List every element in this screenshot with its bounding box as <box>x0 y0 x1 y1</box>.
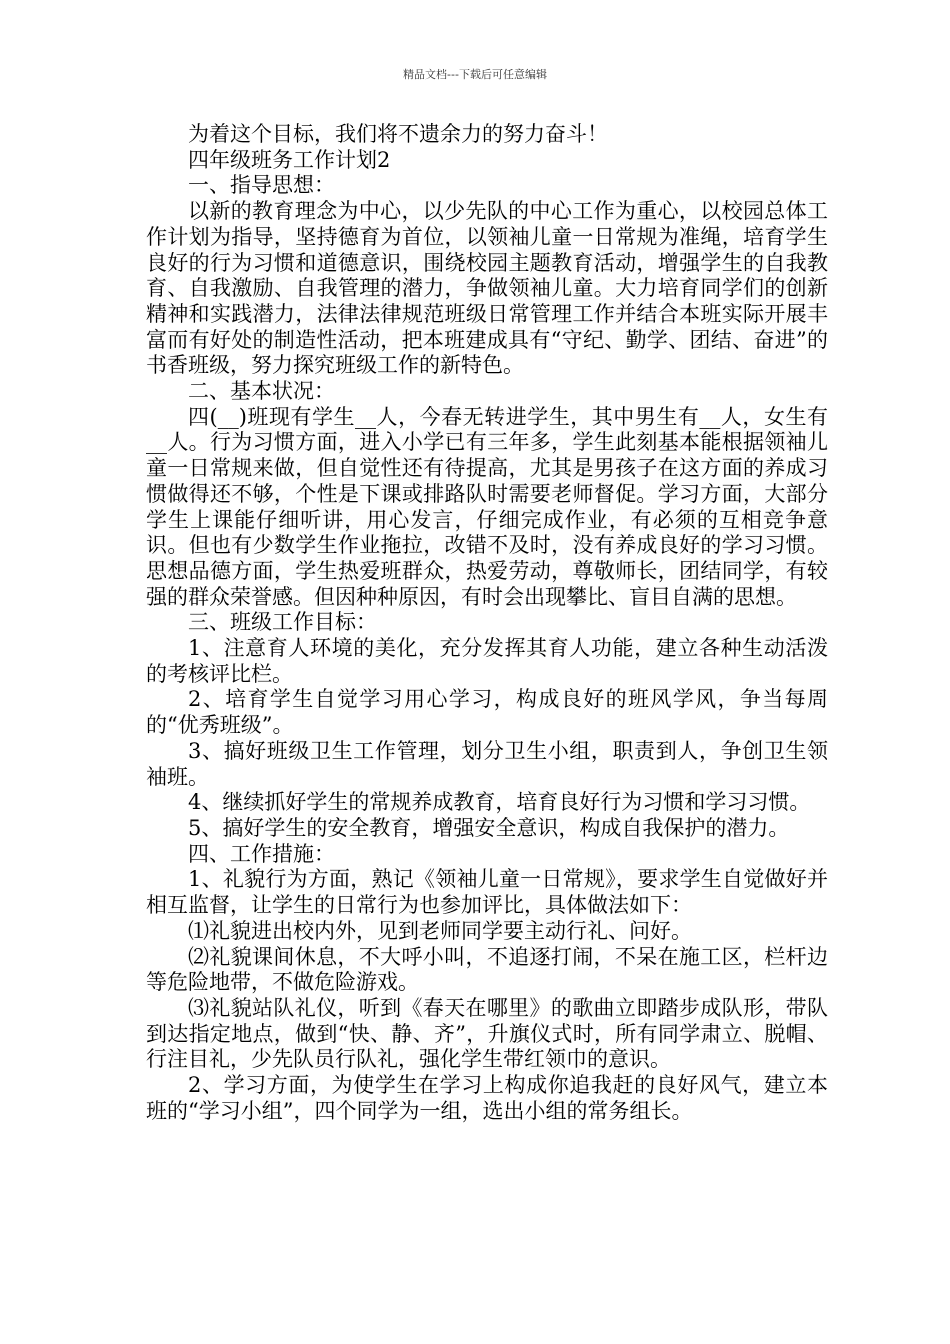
paragraph: 以新的教育理念为中心，以少先队的中心工作为重心，以校园总体工作计划为指导，坚持德育为首位，以领袖儿童一日常规为准绳，培育学生良好的行为习惯和道德意识，围绕校园主题教育活动，增强学生的自我教育、自我激励、自我管理的潜力，争做领袖儿童。大力培育同学们的创新精神和实践潜力，法律法律规范班级日常管理工作并结合本班实际开展丰富而有好处的制造性活动，把本班建成具有“守纪、勤学、团结、奋进”的书香班级，努力探究班级工作的新特色。 <box>146 199 828 378</box>
sub-list-item: ⑵礼貌课间休息，不大呼小叫，不追逐打闹，不呆在施工区，栏杆边等危险地带，不做危险游戏。 <box>146 944 828 995</box>
section-heading: 二、基本状况： <box>188 379 335 404</box>
sub-list-item: ⑶礼貌站队礼仪，听到《春天在哪里》的歌曲立即踏步成队形，带队到达指定地点，做到“快、静、齐”，升旗仪式时，所有同学肃立、脱帽、行注目礼，少先队员行队礼，强化学生带红领巾的意识。 <box>146 995 828 1072</box>
list-item: 1、礼貌行为方面，熟记《领袖儿童一日常规》，要求学生自觉做好并相互监督，让学生的日常行为也参加评比，具体做法如下： <box>146 867 828 918</box>
list-item: 2、培育学生自觉学习用心学习，构成良好的班风学风，争当每周的“优秀班级”。 <box>146 687 828 738</box>
list-item: 1、注意育人环境的美化，充分发挥其育人功能，建立各种生动活泼的考核评比栏。 <box>146 636 828 686</box>
list-item: 5、搞好学生的安全教育，增强安全意识，构成自我保护的潜力。 <box>188 815 790 840</box>
list-item: 3、搞好班级卫生工作管理，划分卫生小组，职责到人，争创卫生领袖班。 <box>146 738 828 789</box>
list-item: 4、继续抓好学生的常规养成教育，培育良好行为习惯和学习习惯。 <box>188 790 811 815</box>
section-heading: 三、班级工作目标： <box>188 610 377 635</box>
paragraph: 为着这个目标，我们将不遗余力的努力奋斗！ <box>188 122 608 146</box>
section-heading: 四、工作措施： <box>188 841 335 866</box>
section-title: 四年级班务工作计划2 <box>188 147 391 172</box>
sub-list-item: ⑴礼貌进出校内外，见到老师同学要主动行礼、问好。 <box>188 918 692 943</box>
paragraph: 四(__)班现有学生__人，今春无转进学生，其中男生有__人，女生有__人。行为习惯方面，进入小学已有三年多，学生此刻基本能根据领袖儿童一日常规来做，但自觉性还有待提高，尤其是男孩子在这方面的养成习惯做得还不够，个性是下课或排路队时需要老师督促。学习方面，大部分学生上课能仔细听讲，用心发言，仔细完成作业，有必须的互相竞争意识。但也有少数学生作业拖拉，改错不及时，没有养成良好的学习习惯。思想品德方面，学生热爱班群众，热爱劳动，尊敬师长，团结同学，有较强的群众荣誉感。但因种种原因，有时会出现攀比、盲目自满的思想。 <box>146 404 828 609</box>
list-item: 2、学习方面，为使学生在学习上构成你追我赶的良好风气，建立本班的“学习小组”，四个同学为一组，选出小组的常务组长。 <box>146 1073 828 1123</box>
section-heading: 一、指导思想： <box>188 173 335 198</box>
page-header: 精品文档---下载后可任意编辑 <box>403 68 547 81</box>
document-body <box>146 122 828 1124</box>
